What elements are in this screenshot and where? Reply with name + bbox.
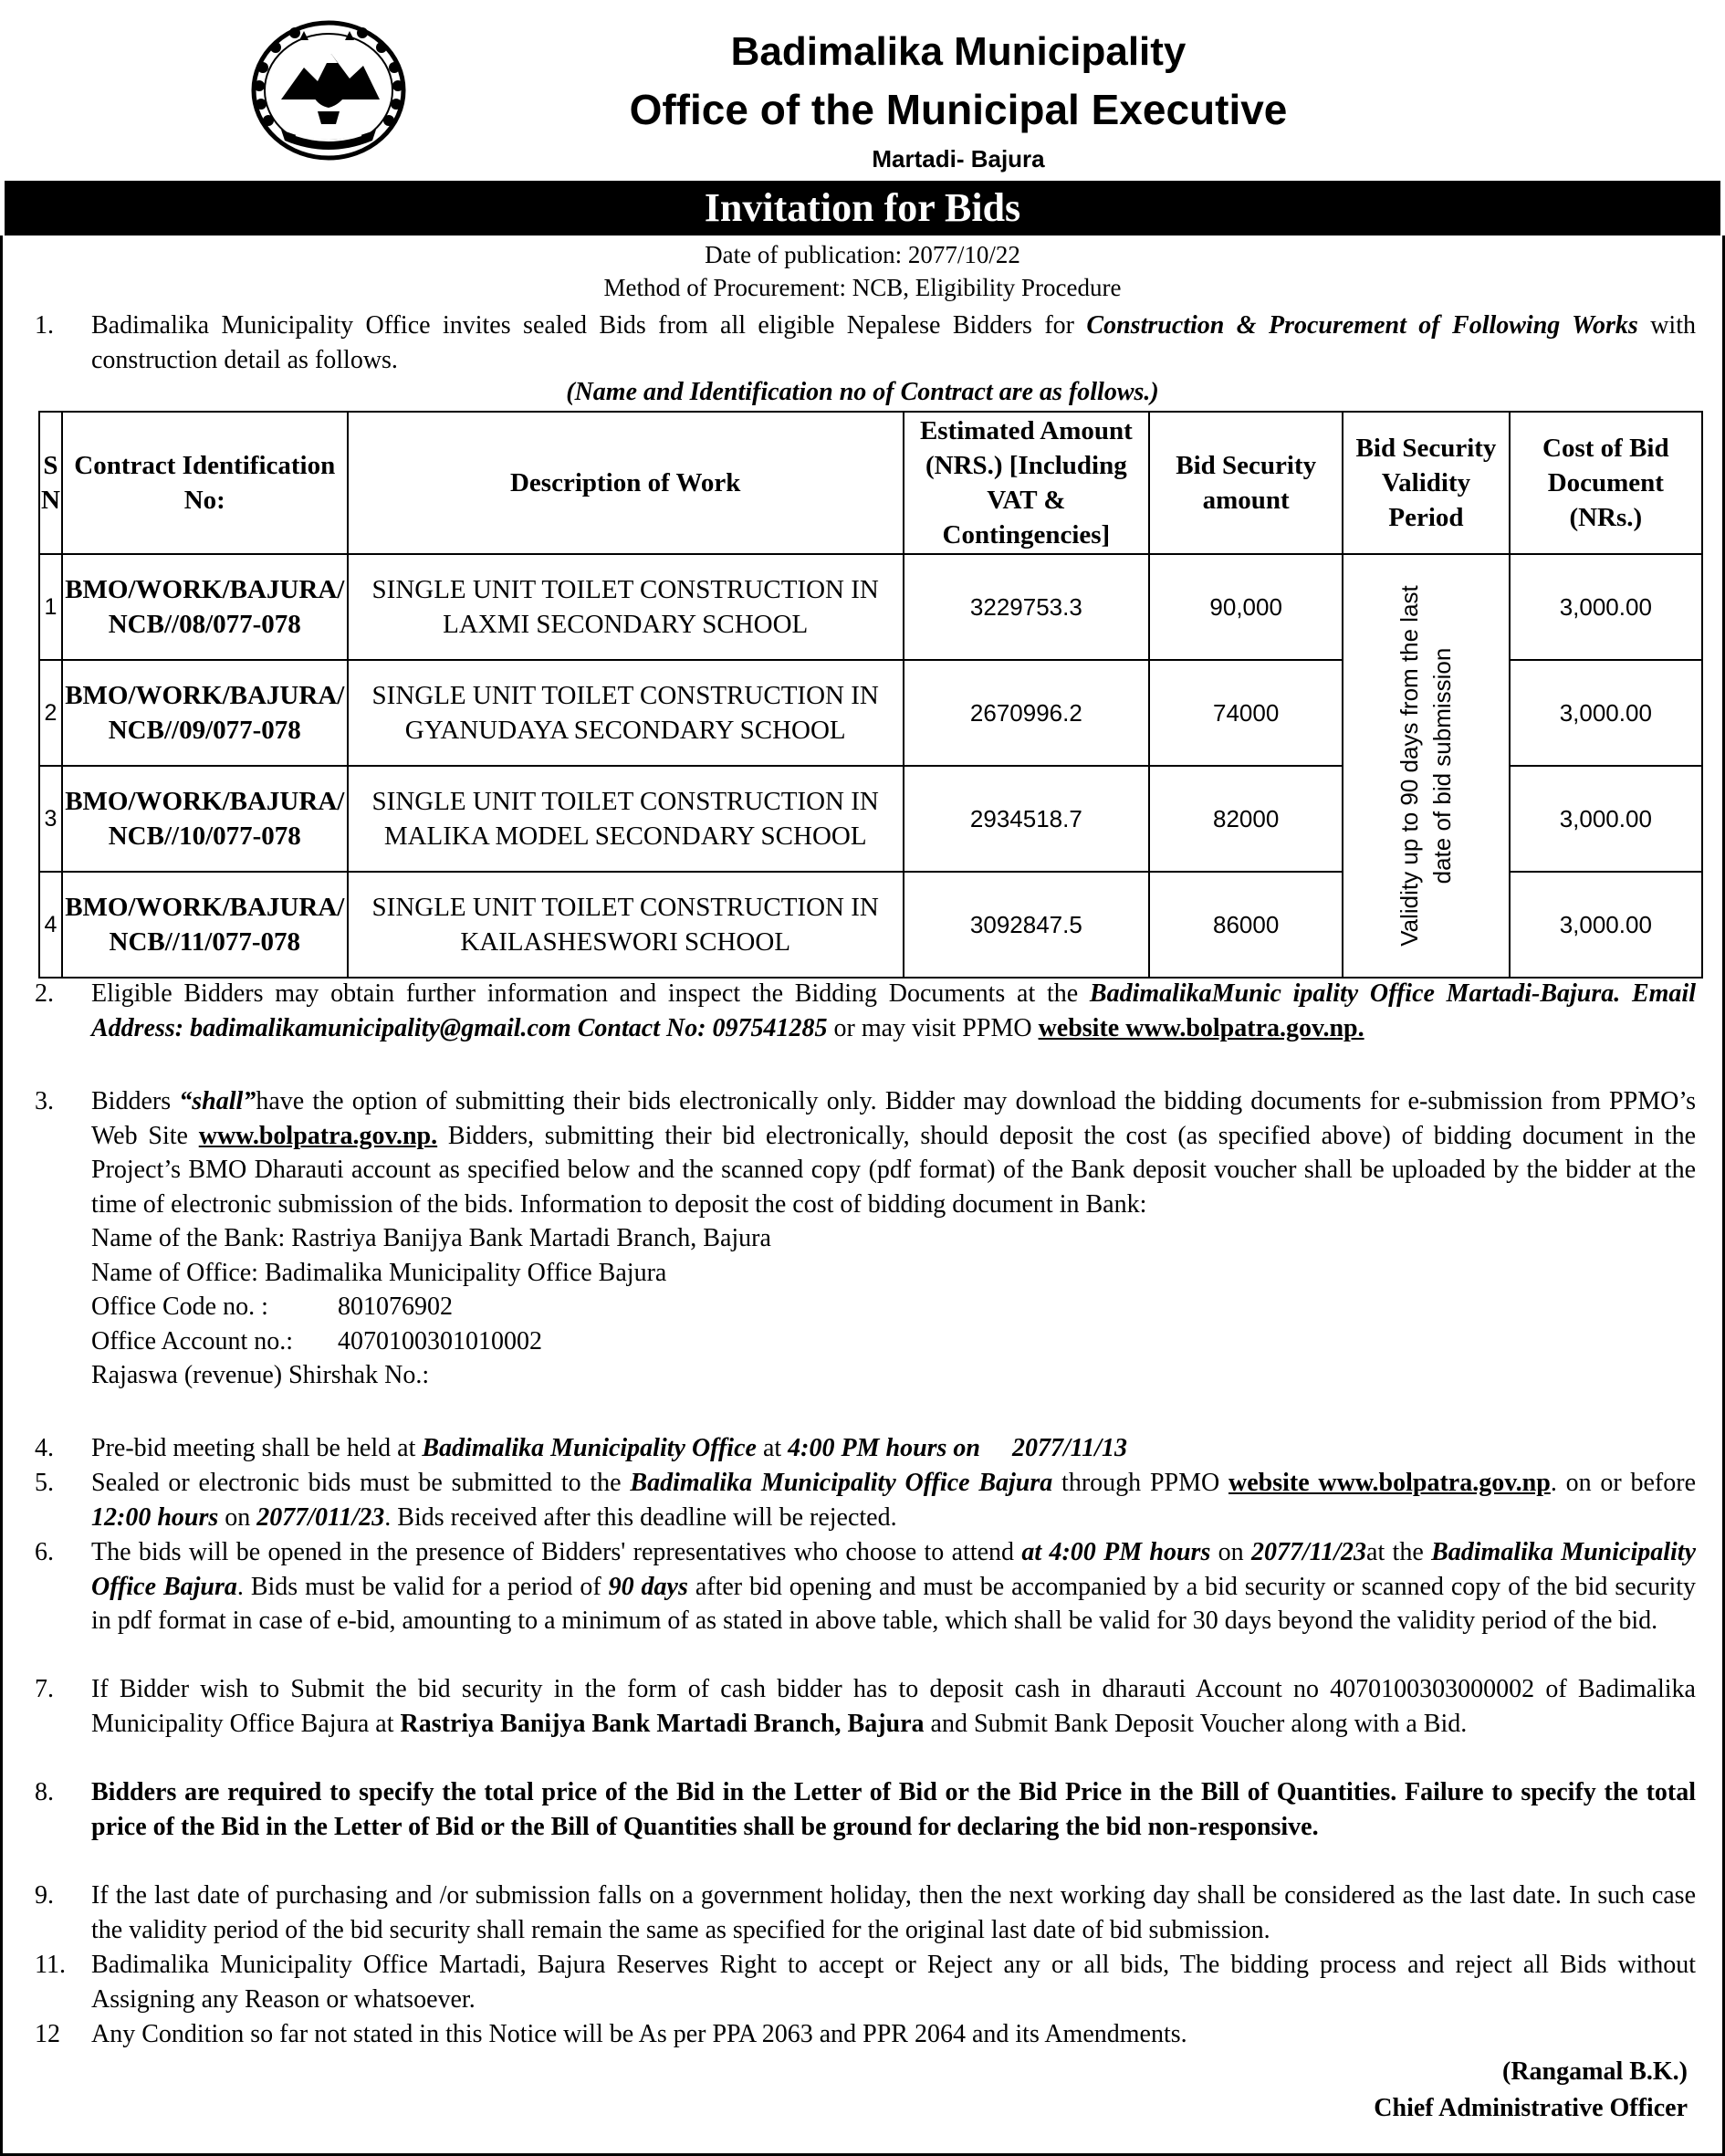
clause-text: Any Condition so far not stated in this Notice will be As per PPA 2063 and PPR 2064 and its Amendments. — [91, 2020, 1187, 2048]
clause-text: . Bids received after this deadline will be rejected. — [384, 1502, 897, 1532]
table-header-row — [39, 412, 1702, 554]
clause-number: 3. — [35, 1087, 54, 1115]
clause-text: The bids will be opened in the presence of Bidders' representatives who choose to attend — [91, 1538, 1022, 1566]
notice-title: Invitation for Bids — [5, 181, 1720, 235]
clause-emphasis: Construction & Procurement of Following Works — [1086, 311, 1638, 340]
clause-text: on — [218, 1502, 257, 1532]
clause-text: . on or before — [1550, 1469, 1697, 1497]
clause-text: Bidders are required to specify the total price of the Bid in the Letter of Bid or the Bid Price in the Bill of Quantities. Failure to specify the total price of the Bid in the Letter of Bid or the Bill of Quantities shall be ground for declaring the bid non-responsive. — [91, 1778, 1696, 1841]
clause-text: or may visit PPMO — [827, 1013, 1039, 1042]
clause-number: 8. — [35, 1778, 54, 1806]
clause-number: 6. — [35, 1538, 54, 1566]
clause-number: 12 — [35, 2020, 60, 2048]
cell-bid-security: 86000 — [1149, 872, 1343, 978]
cell-description: SINGLE UNIT TOILET CONSTRUCTION IN KAILASHESWORI SCHOOL — [348, 872, 904, 978]
clause-text: If Bidder wish to Submit the bid security in the form of cash bidder has to deposit cash in dharauti Account no 4070100303000002 of Badimalika Municipality Office Bajura at — [91, 1675, 1696, 1738]
clause-text: at the — [1366, 1538, 1432, 1566]
ppmo-website-link[interactable]: www.bolpatra.gov.np. — [198, 1121, 438, 1150]
clause-text: Bidders — [91, 1087, 180, 1115]
clause-number: 5. — [35, 1469, 54, 1497]
office-name: Office of the Municipal Executive — [629, 86, 1288, 133]
clause-text: Badimalika Municipality Office Martadi, Bajura Reserves Right to accept or Reject any or all bids, The bidding process and reject all Bids without Assigning any Reason or whatsoever. — [91, 1951, 1696, 2014]
clause-text: . Bids must be valid for a period of — [236, 1572, 609, 1601]
clause-text: Bidders, submitting their bid electronically, should deposit the cost (as specified above) of bidding document in the Project’s BMO Dharauti account as specified below and the scanned copy (pdf format) of the Bank deposit voucher shall be uploaded by the bidder at the time of electronic submission of the bids. Information to deposit the cost of bidding document in Bank: — [91, 1121, 1696, 1219]
contracts-table — [38, 411, 1703, 979]
cell-estimated-amount: 2670996.2 — [904, 660, 1149, 766]
bank-name: Name of the Bank: Rastriya Banijya Bank Martadi Branch, Bajura — [91, 1224, 771, 1252]
clause-12 — [35, 2017, 1696, 2052]
clause-text: at — [756, 1434, 789, 1462]
cell-contract-id: BMO/WORK/BAJURA/NCB//08/077-078 — [62, 554, 348, 660]
column-header-contract-id: Contract Identification No: — [62, 412, 348, 554]
cell-document-cost: 3,000.00 — [1510, 554, 1702, 660]
cell-description: SINGLE UNIT TOILET CONSTRUCTION IN MALIKA MODEL SECONDARY SCHOOL — [348, 766, 904, 872]
clause-emphasis: at 4:00 PM hours — [1021, 1538, 1211, 1566]
cell-sn: 1 — [39, 554, 62, 660]
rajaswa-row: Rajaswa (revenue) Shirshak No.: — [91, 1361, 430, 1389]
table-row — [39, 554, 1702, 660]
cell-document-cost: 3,000.00 — [1510, 660, 1702, 766]
cell-sn: 4 — [39, 872, 62, 978]
clause-7 — [35, 1672, 1696, 1741]
clause-emphasis: 2077/11/23 — [1251, 1538, 1367, 1566]
cell-estimated-amount: 2934518.7 — [904, 766, 1149, 872]
signatory-name: (Rangamal B.K.) — [1502, 2057, 1688, 2086]
nepal-government-emblem-icon — [245, 13, 413, 168]
clause-4 — [35, 1431, 1696, 1466]
clause-emphasis: Badimalika Municipality Office Bajura — [630, 1469, 1053, 1497]
clause-text: with construction detail as follows. — [91, 311, 1696, 374]
clause-emphasis: 2077/011/23 — [256, 1502, 385, 1532]
clause-3 — [35, 1084, 1696, 1393]
column-header-bid-security-amount: Bid Security amount — [1149, 412, 1343, 554]
clause-emphasis: “shall” — [179, 1087, 256, 1115]
cell-description: SINGLE UNIT TOILET CONSTRUCTION IN GYANUDAYA SECONDARY SCHOOL — [348, 660, 904, 766]
cell-bid-security: 82000 — [1149, 766, 1343, 872]
notice-header — [0, 0, 1725, 178]
clause-text: have the option of submitting their bids electronically only. Bidder may download the bidding documents for e-submission from PPMO’s Web Site — [91, 1087, 1696, 1150]
column-header-sn: S N — [39, 412, 62, 554]
column-header-estimated-amount: Estimated Amount (NRS.) [Including VAT & Contingencies] — [904, 412, 1149, 554]
clause-text: after bid opening and must be accompanied by a bid security or scanned copy of the bid security in pdf format in case of e-bid, amounting to a minimum of as stated in above table, which shall be valid for 30 days beyond the validity period of the bid. — [91, 1572, 1696, 1635]
cell-estimated-amount: 3092847.5 — [904, 872, 1149, 978]
table-caption: (Name and Identification no of Contract are as follows.) — [566, 378, 1159, 406]
clause-5 — [35, 1466, 1696, 1534]
clause-emphasis: 90 days — [608, 1572, 688, 1601]
ppmo-website-link[interactable]: website www.bolpatra.gov.np. — [1038, 1013, 1364, 1042]
office-code-value: 801076902 — [338, 1293, 453, 1321]
office-code-row — [91, 1290, 1696, 1324]
clause-8 — [35, 1775, 1696, 1844]
clause-emphasis: Rastriya Banijya Bank Martadi Branch, Bajura — [400, 1709, 925, 1738]
cell-contract-id: BMO/WORK/BAJURA/NCB//09/077-078 — [62, 660, 348, 766]
account-row — [91, 1324, 1696, 1359]
procurement-method: Method of Procurement: NCB, Eligibility Procedure — [603, 274, 1122, 301]
cell-document-cost: 3,000.00 — [1510, 766, 1702, 872]
cell-validity-period — [1343, 554, 1509, 978]
office-name-row: Name of Office: Badimalika Municipality Office Bajura — [91, 1258, 667, 1287]
cell-contract-id: BMO/WORK/BAJURA/NCB//11/077-078 — [62, 872, 348, 978]
clause-text: Badimalika Municipality Office invites sealed Bids from all eligible Nepalese Bidders for — [91, 311, 1087, 340]
clause-text: If the last date of purchasing and /or submission falls on a government holiday, then the next working day shall be considered as the last date. In such case the validity period of the bid security shall remain the same as specified for the original last date of bid submission. — [91, 1881, 1696, 1944]
ppmo-website-link[interactable]: website www.bolpatra.gov.np — [1228, 1469, 1551, 1497]
clause-text: on — [1210, 1538, 1252, 1566]
signatory-block — [1374, 2054, 1688, 2127]
address: Martadi- Bajura — [872, 145, 1045, 173]
office-code-label: Office Code no. : — [91, 1293, 268, 1321]
clause-6 — [35, 1535, 1696, 1638]
clause-text: Sealed or electronic bids must be submitted to the — [91, 1469, 631, 1497]
clause-text: Pre-bid meeting shall be held at — [91, 1434, 423, 1462]
column-header-cost-of-document: Cost of Bid Document (NRs.) — [1510, 412, 1702, 554]
clause-text: through PPMO — [1052, 1469, 1228, 1497]
clause-emphasis: BadimalikaMunic ipality Office Martadi-Bajura. Email Address: badimalikamunicipality@gmail.com Contact No: 097541285 — [91, 979, 1696, 1042]
clause-emphasis: 4:00 PM hours on 2077/11/13 — [788, 1434, 1128, 1462]
org-name: Badimalika Municipality — [730, 29, 1187, 74]
clause-11 — [35, 1948, 1696, 2016]
clause-emphasis: 12:00 hours — [91, 1502, 219, 1532]
cell-estimated-amount: 3229753.3 — [904, 554, 1149, 660]
clause-number: 7. — [35, 1675, 54, 1703]
notice-body — [0, 235, 1725, 2156]
account-label: Office Account no.: — [91, 1326, 294, 1355]
cell-document-cost: 3,000.00 — [1510, 872, 1702, 978]
clause-emphasis: Badimalika Municipality Office Bajura — [91, 1538, 1697, 1601]
clause-1 — [35, 309, 1696, 377]
clause-number: 9. — [35, 1881, 54, 1910]
signatory-title: Chief Administrative Officer — [1374, 2094, 1688, 2122]
clause-number: 11. — [35, 1951, 66, 1979]
clause-emphasis: Badimalika Municipality Office — [422, 1434, 757, 1462]
clause-2 — [35, 977, 1696, 1045]
cell-description: SINGLE UNIT TOILET CONSTRUCTION IN LAXMI SECONDARY SCHOOL — [348, 554, 904, 660]
account-value: 4070100301010002 — [338, 1326, 542, 1355]
column-header-bid-security-validity: Bid Security Validity Period — [1343, 412, 1509, 554]
clause-9 — [35, 1879, 1696, 1947]
clause-number: 4. — [35, 1434, 54, 1462]
clause-number: 2. — [35, 979, 54, 1008]
validity-text: Validity up to 90 days from the last date of bid submission — [1396, 585, 1457, 947]
column-header-description: Description of Work — [348, 412, 904, 554]
clause-text: Eligible Bidders may obtain further information and inspect the Bidding Documents at the — [91, 979, 1090, 1008]
publication-date: Date of publication: 2077/10/22 — [705, 241, 1020, 268]
cell-bid-security: 74000 — [1149, 660, 1343, 766]
cell-bid-security: 90,000 — [1149, 554, 1343, 660]
clause-number: 1. — [35, 311, 54, 340]
cell-sn: 3 — [39, 766, 62, 872]
clause-text: and Submit Bank Deposit Voucher along with a Bid. — [924, 1709, 1468, 1738]
cell-sn: 2 — [39, 660, 62, 766]
cell-contract-id: BMO/WORK/BAJURA/NCB//10/077-078 — [62, 766, 348, 872]
